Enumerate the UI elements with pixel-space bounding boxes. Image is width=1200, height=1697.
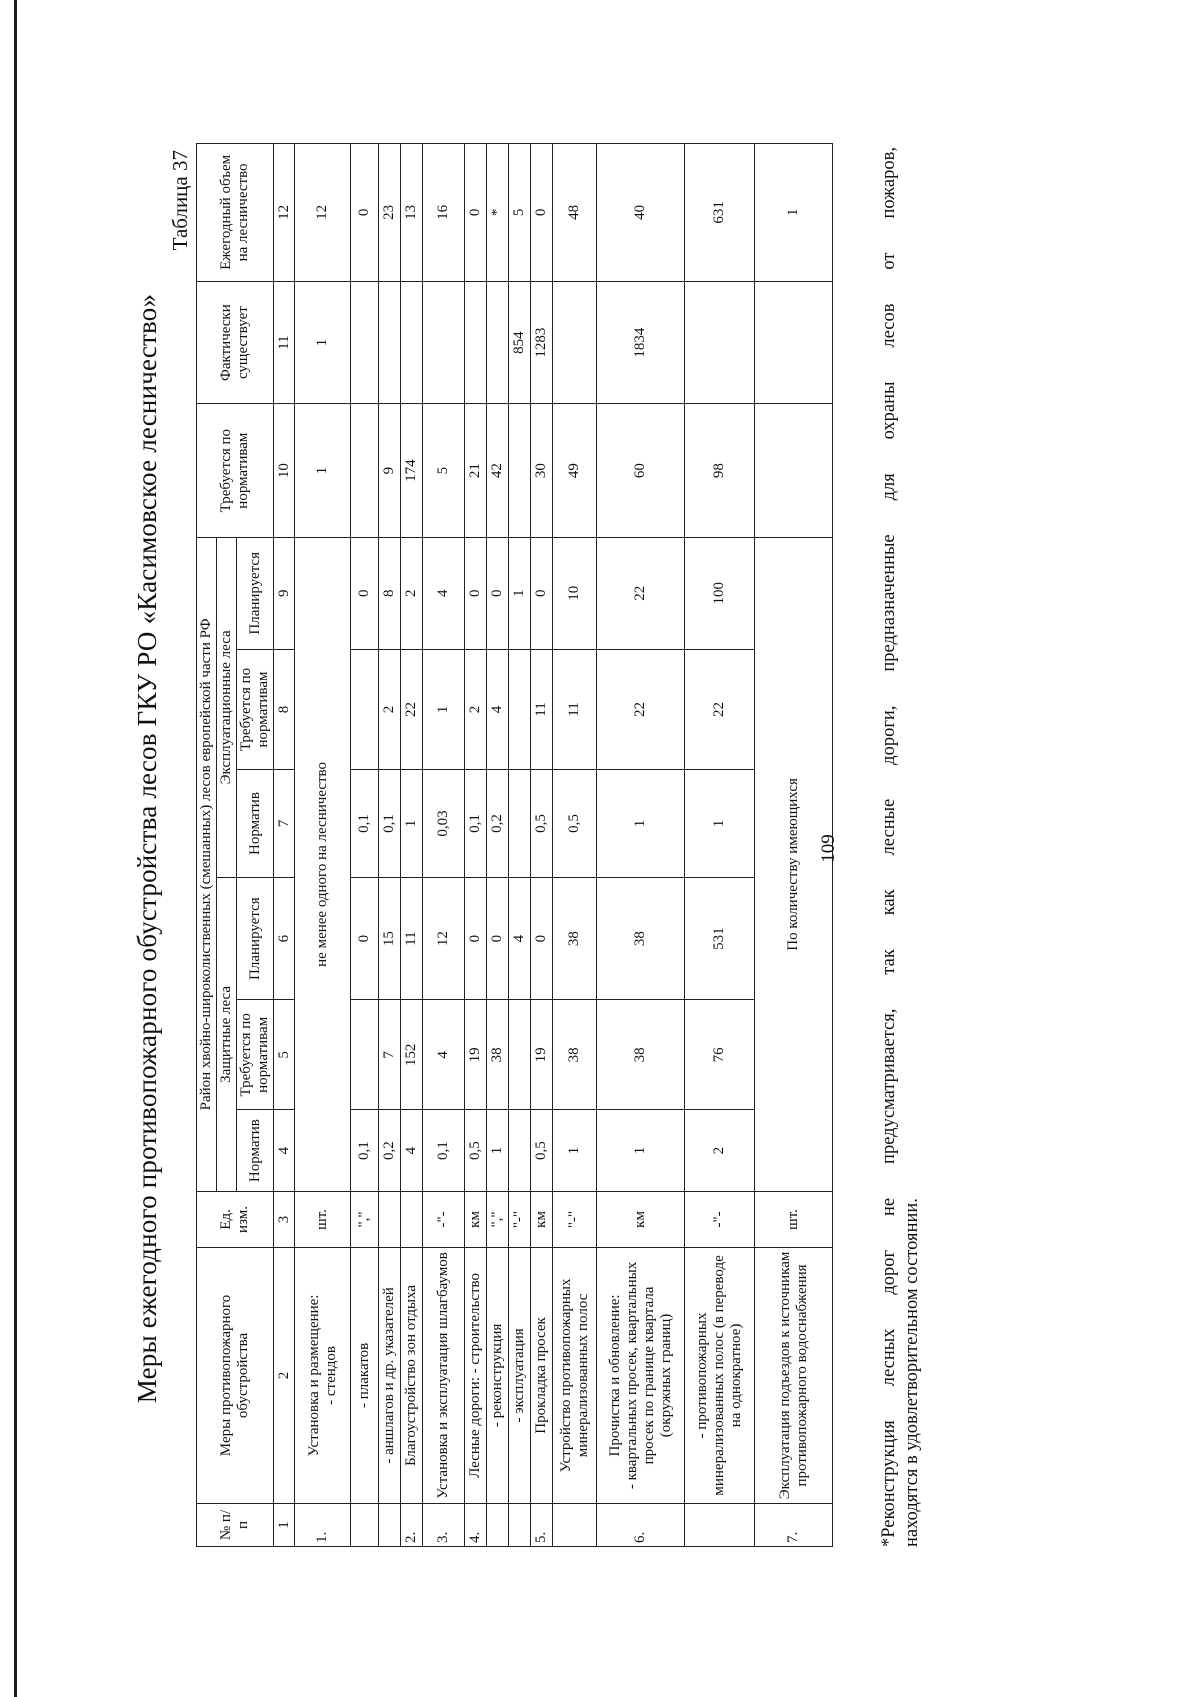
col-number: 9: [274, 537, 295, 649]
table-cell: 22: [597, 537, 685, 649]
col-number: 11: [274, 281, 295, 404]
table-cell: 1: [755, 144, 833, 282]
table-cell: [487, 1503, 509, 1546]
fire-measures-table: [196, 143, 833, 1547]
table-cell: - эксплуатация: [509, 1247, 531, 1503]
table-cell: [509, 649, 531, 770]
table-cell: *: [487, 144, 509, 282]
table-cell: [423, 281, 465, 404]
table-cell: 6.: [597, 1503, 685, 1546]
table-cell: 22: [401, 649, 423, 770]
table-cell: Установка и эксплуатация шлагбаумов: [423, 1247, 465, 1503]
table-row: [531, 144, 553, 1547]
header-required-exploitation: Требуется по нормативам: [237, 649, 274, 770]
table-cell: 2.: [401, 1503, 423, 1546]
table-cell: 854: [509, 281, 531, 404]
table-cell: [401, 1191, 423, 1247]
table-cell: 0: [465, 537, 487, 649]
table-cell: 0: [487, 877, 509, 1000]
table-row: [423, 144, 465, 1547]
header-required-protective: Требуется по нормативам: [237, 1000, 274, 1110]
table-cell: 76: [685, 1000, 755, 1110]
table-row: [351, 144, 379, 1547]
table-cell: 2: [465, 649, 487, 770]
table-row: [295, 144, 351, 1547]
header-row-1: [197, 144, 217, 1547]
table-cell: 631: [685, 144, 755, 282]
table-cell: 7.: [755, 1503, 833, 1546]
table-cell: 0,2: [487, 770, 509, 878]
table-cell: 21: [465, 404, 487, 537]
table-cell: 1: [685, 770, 755, 878]
table-cell: 22: [597, 649, 685, 770]
table-cell: [509, 404, 531, 537]
col-number: 4: [274, 1110, 295, 1192]
table-row: [509, 144, 531, 1547]
table-cell: "-": [553, 1191, 597, 1247]
table-cell: 60: [597, 404, 685, 537]
table-cell: 0: [487, 537, 509, 649]
table-cell: 1: [295, 404, 351, 537]
table-cell: 12: [295, 144, 351, 282]
table-cell: 0: [351, 537, 379, 649]
table-cell: 174: [401, 404, 423, 537]
table-cell: 2: [379, 649, 401, 770]
table-cell: [685, 1503, 755, 1546]
table-cell: [379, 1503, 401, 1546]
table-cell: 2: [685, 1110, 755, 1192]
table-cell: Эксплуатация подъездов к источникам противопожарного водоснабжения: [755, 1247, 833, 1503]
table-cell: 38: [553, 1000, 597, 1110]
table-cell: 5: [509, 144, 531, 282]
table-cell: шт.: [755, 1191, 833, 1247]
table-cell: 0,2: [379, 1110, 401, 1192]
table-cell: 100: [685, 537, 755, 649]
table-cell: 0,5: [531, 770, 553, 878]
column-number-row: [274, 144, 295, 1547]
table-cell: шт.: [295, 1191, 351, 1247]
header-measures: Меры противопожарного обустройства: [197, 1247, 274, 1503]
table-cell: 9: [379, 404, 401, 537]
col-number: 12: [274, 144, 295, 282]
table-cell: км: [597, 1191, 685, 1247]
table-row: [685, 144, 755, 1547]
table-cell: [685, 281, 755, 404]
table-cell: 22: [685, 649, 755, 770]
table-cell: [351, 1503, 379, 1546]
header-planned-protective: Планируется: [237, 877, 274, 1000]
table-cell: 4: [401, 1110, 423, 1192]
table-cell: 49: [553, 404, 597, 537]
table-cell: -"-: [685, 1191, 755, 1247]
header-exploitation: Эксплуатационные леса: [217, 537, 237, 877]
table-cell: 0: [351, 144, 379, 282]
table-cell: Устройство противопожарных минерализованных полос: [553, 1247, 597, 1503]
table-cell: 11: [531, 649, 553, 770]
table-cell: [465, 281, 487, 404]
table-cell: По количеству имеющихся: [755, 537, 833, 1191]
table-cell: 0,1: [351, 1110, 379, 1192]
table-cell: км: [531, 1191, 553, 1247]
table-cell: [379, 1191, 401, 1247]
table-cell: 1: [553, 1110, 597, 1192]
table-cell: 0,5: [531, 1110, 553, 1192]
table-cell: 12: [423, 877, 465, 1000]
table-cell: 13: [401, 144, 423, 282]
table-cell: [553, 281, 597, 404]
table-row: [597, 144, 685, 1547]
table-cell: 0,5: [553, 770, 597, 878]
col-number: 10: [274, 404, 295, 537]
table-cell: - аншлагов и др. указателей: [379, 1247, 401, 1503]
table-cell: -"-: [423, 1191, 465, 1247]
table-cell: 0,1: [465, 770, 487, 878]
table-cell: 38: [597, 1000, 685, 1110]
table-cell: [553, 1503, 597, 1546]
col-number: 7: [274, 770, 295, 878]
table-cell: Установка и размещение: - стендов: [295, 1247, 351, 1503]
table-cell: [509, 770, 531, 878]
table-cell: 10: [553, 537, 597, 649]
table-cell: 48: [553, 144, 597, 282]
table-cell: не менее одного на лесничество: [295, 537, 351, 1191]
table-cell: Прочистка и обновление: - квартальных просек, квартальных просек по границе квартала (окружных границ): [597, 1247, 685, 1503]
col-number: 6: [274, 877, 295, 1000]
table-cell: 42: [487, 404, 509, 537]
table-cell: [351, 1000, 379, 1110]
table-cell: 0,1: [379, 770, 401, 878]
table-cell: [509, 1503, 531, 1546]
table-cell: [351, 404, 379, 537]
table-cell: - противопожарных минерализованных полос (в переводе на однократное): [685, 1247, 755, 1503]
table-cell: [487, 281, 509, 404]
table-row: [379, 144, 401, 1547]
table-cell: [351, 649, 379, 770]
table-cell: 531: [685, 877, 755, 1000]
table-cell: 0,1: [351, 770, 379, 878]
col-number: 3: [274, 1191, 295, 1247]
table-cell: 152: [401, 1000, 423, 1110]
table-cell: 3.: [423, 1503, 465, 1546]
table-cell: 0: [465, 877, 487, 1000]
table-cell: 1283: [531, 281, 553, 404]
table-cell: 4: [423, 537, 465, 649]
table-cell: 4: [509, 877, 531, 1000]
table-cell: 4: [487, 649, 509, 770]
table-cell: 1: [597, 770, 685, 878]
table-cell: 98: [685, 404, 755, 537]
table-cell: 38: [553, 877, 597, 1000]
table-cell: 1: [401, 770, 423, 878]
table-cell: 1: [509, 537, 531, 649]
footnote-line-2: находятся в удовлетворительном состоянии.: [902, 1198, 922, 1547]
table-cell: 8: [379, 537, 401, 649]
page-number: 109: [818, 834, 839, 863]
header-protective: Защитные леса: [217, 877, 237, 1191]
header-norm-exploitation: Норматив: [237, 770, 274, 878]
table-cell: [351, 281, 379, 404]
header-unit: Ед. изм.: [197, 1191, 274, 1247]
table-cell: 0: [465, 144, 487, 282]
table-cell: 0,1: [423, 1110, 465, 1192]
table-cell: 1: [423, 649, 465, 770]
table-cell: - плакатов: [351, 1247, 379, 1503]
table-cell: Благоустройство зон отдыха: [401, 1247, 423, 1503]
table-cell: 11: [401, 877, 423, 1000]
table-cell: 38: [597, 877, 685, 1000]
table-cell: 40: [597, 144, 685, 282]
table-cell: 0: [531, 537, 553, 649]
table-cell: [401, 281, 423, 404]
table-cell: Лесные дороги: - строительство: [465, 1247, 487, 1503]
table-cell: 1.: [295, 1503, 351, 1546]
table-cell: 23: [379, 144, 401, 282]
table-cell: 5: [423, 404, 465, 537]
table-cell: 0,5: [465, 1110, 487, 1192]
table-cell: км: [465, 1191, 487, 1247]
table-cell: [509, 1110, 531, 1192]
table-cell: 11: [553, 649, 597, 770]
table-cell: ",": [351, 1191, 379, 1247]
table-cell: 1834: [597, 281, 685, 404]
table-cell: 4: [423, 1000, 465, 1110]
table-cell: 38: [487, 1000, 509, 1110]
document-title: Меры ежегодного противопожарного обустройства лесов ГКУ РО «Касимовское лесничество»: [132, 293, 162, 1404]
footnote: [878, 147, 924, 1547]
table-cell: 1: [597, 1110, 685, 1192]
header-planned-exploitation: Планируется: [237, 537, 274, 649]
table-cell: 1: [295, 281, 351, 404]
table-cell: ",": [487, 1191, 509, 1247]
table-cell: 4.: [465, 1503, 487, 1546]
table-row: [401, 144, 423, 1547]
table-cell: 19: [531, 1000, 553, 1110]
table-cell: 0: [351, 877, 379, 1000]
table-row: [487, 144, 509, 1547]
table-row: [553, 144, 597, 1547]
table-cell: 15: [379, 877, 401, 1000]
col-number: 5: [274, 1000, 295, 1110]
col-number: 8: [274, 649, 295, 770]
header-nn: № п/п: [197, 1503, 274, 1546]
header-required-total: Требуется по нормативам: [197, 404, 274, 537]
table-cell: 0,03: [423, 770, 465, 878]
table-cell: - реконструкция: [487, 1247, 509, 1503]
table-cell: [509, 1000, 531, 1110]
table-cell: 0: [531, 144, 553, 282]
table-cell: 19: [465, 1000, 487, 1110]
col-number: 2: [274, 1247, 295, 1503]
table-cell: "-": [509, 1191, 531, 1247]
header-norm-protective: Норматив: [237, 1110, 274, 1192]
table-cell: Прокладка просек: [531, 1247, 553, 1503]
table-cell: 16: [423, 144, 465, 282]
table-number: Таблица 37: [168, 150, 192, 251]
header-actual: Фактически существует: [197, 281, 274, 404]
table-cell: 1: [487, 1110, 509, 1192]
header-annual: Ежегодный объем на лесничество: [197, 144, 274, 282]
table-cell: 0: [531, 877, 553, 1000]
table-cell: [379, 281, 401, 404]
table-cell: 2: [401, 537, 423, 649]
header-region: Район хвойно-широколиственных (смешанных) лесов европейской части РФ: [197, 537, 217, 1191]
col-number: 1: [274, 1503, 295, 1546]
footnote-line-1: *Реконструкция лесных дорог не предусматривается, так как лесные дороги, предназначенные для охраны лесов от пожаров,: [879, 147, 899, 1547]
table-cell: 5.: [531, 1503, 553, 1546]
table-cell: 30: [531, 404, 553, 537]
table-row: [465, 144, 487, 1547]
table-cell: 7: [379, 1000, 401, 1110]
